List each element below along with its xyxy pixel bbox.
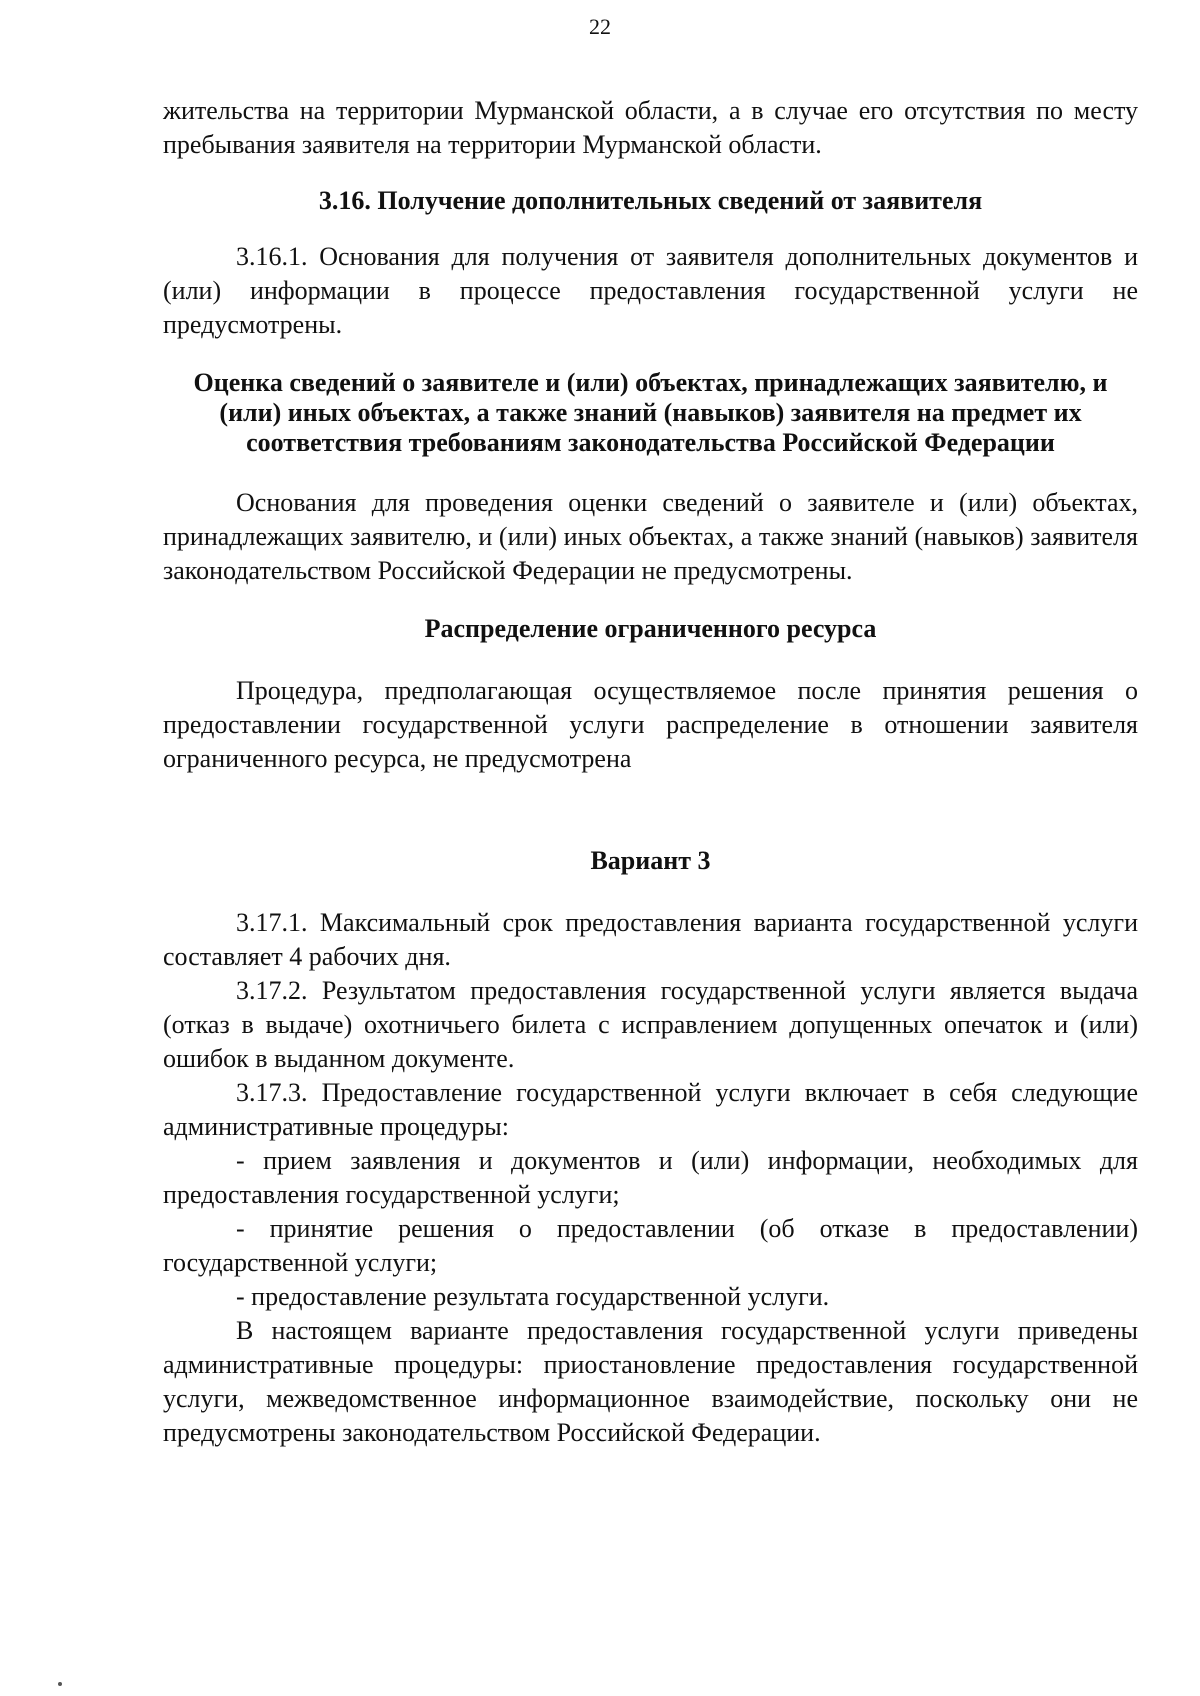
paragraph-3-17-3: 3.17.3. Предоставление государственной услуги включает в себя следующие административные процедуры: xyxy=(163,1078,1138,1141)
paragraph-variant-note: В настоящем варианте предоставления государственной услуги приведены административные процедуры: приостановление предоставления государственной услуги, межведомственное информационное взаимодействие, поскольку они не предусмотрены законодательством Российской Федерации. xyxy=(163,1316,1138,1447)
paragraph-distribution: Процедура, предполагающая осуществляемое после принятия решения о предоставлении государственной услуги распределение в отношении заявителя ограниченного ресурса, не предусмотрена xyxy=(163,676,1138,773)
paragraph-3-16-1: 3.16.1. Основания для получения от заявителя дополнительных документов и (или) информации в процессе предоставления государственной услуги не предусмотрены. xyxy=(163,242,1138,339)
list-item-procedure-2: - принятие решения о предоставлении (об отказе в предоставлении) государственной услуги; xyxy=(163,1214,1138,1277)
document-body xyxy=(163,94,1138,1450)
page-number: 22 xyxy=(589,14,611,39)
paragraph-3-17-1: 3.17.1. Максимальный срок предоставления варианта государственной услуги составляет 4 рабочих дня. xyxy=(163,908,1138,971)
section-heading-variant-3: Вариант 3 xyxy=(590,846,711,875)
list-item-procedure-1: - прием заявления и документов и (или) информации, необходимых для предоставления государственной услуги; xyxy=(163,1146,1138,1209)
scan-artifact-dot xyxy=(58,1682,62,1686)
paragraph-3-17-2: 3.17.2. Результатом предоставления государственной услуги является выдача (отказ в выдаче) охотничьего билета с исправлением допущенных опечаток и (или) ошибок в выданном документе. xyxy=(163,976,1138,1073)
section-heading-assessment: Оценка сведений о заявителе и (или) объектах, принадлежащих заявителю, и (или) иных объектах, а также знаний (навыков) заявителя на предмет их соответствия требованиям законодательства Российской Федерации xyxy=(193,368,1108,457)
paragraph-continuation: жительства на территории Мурманской области, а в случае его отсутствия по месту пребывания заявителя на территории Мурманской области. xyxy=(163,96,1138,159)
list-item-procedure-3: - предоставление результата государственной услуги. xyxy=(236,1282,830,1311)
section-heading-distribution: Распределение ограниченного ресурса xyxy=(424,614,877,643)
section-heading-3-16: 3.16. Получение дополнительных сведений от заявителя xyxy=(318,186,983,215)
paragraph-assessment: Основания для проведения оценки сведений о заявителе и (или) объектах, принадлежащих заявителю, и (или) иных объектах, а также знаний (навыков) заявителя законодательством Российской Федерации не предусмотрены. xyxy=(163,488,1138,585)
